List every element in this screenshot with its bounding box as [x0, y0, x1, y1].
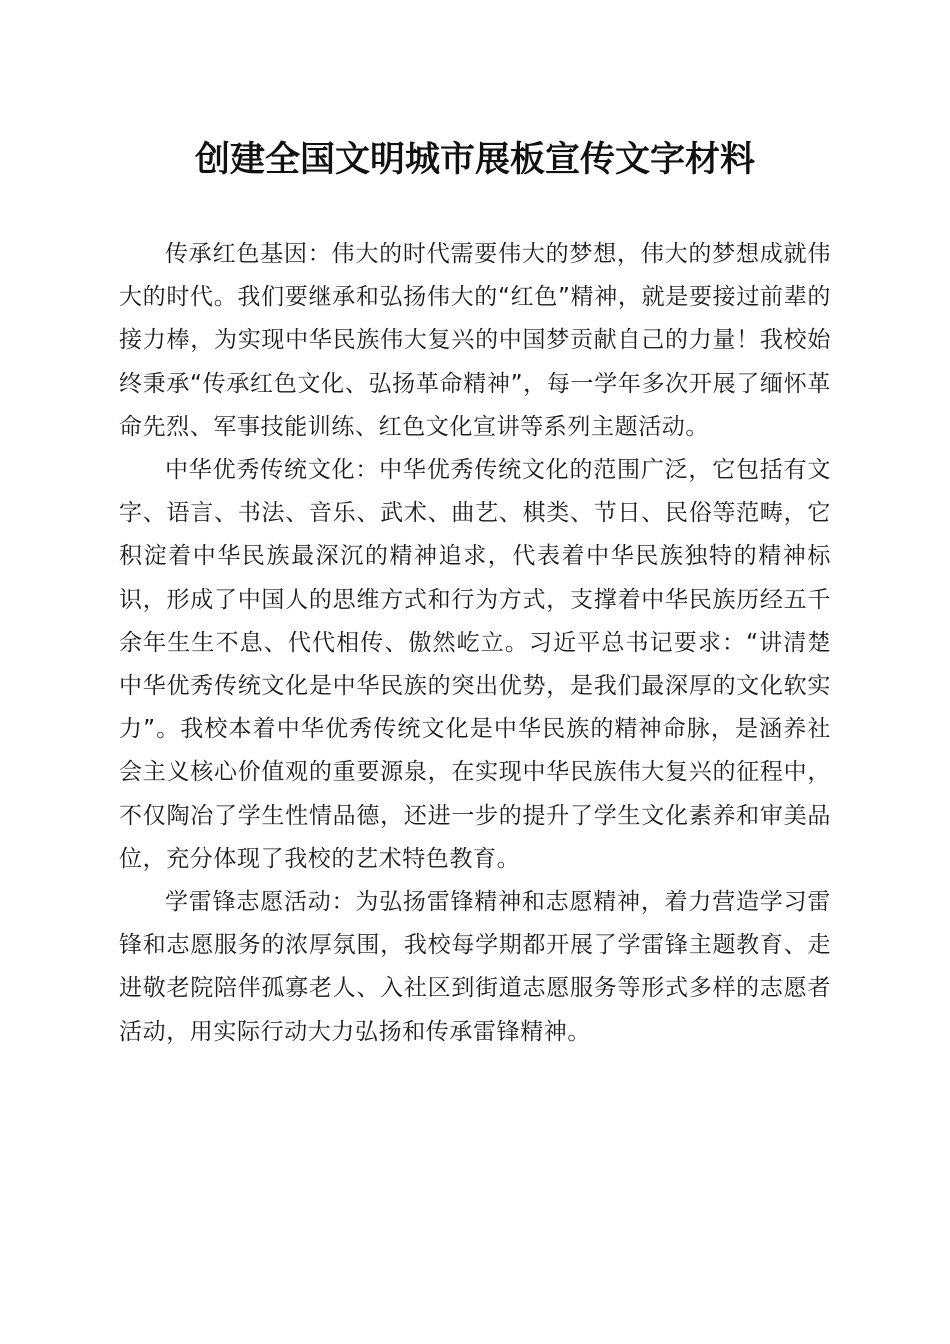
- paragraph-lei-feng-volunteer: 学雷锋志愿活动：为弘扬雷锋精神和志愿精神，着力营造学习雷锋和志愿服务的浓厚氛围，我校每学期都开展了学雷锋主题教育、走进敬老院陪伴孤寡老人、入社区到街道志愿服务等形式多样的志愿者活动，用实际行动大力弘扬和传承雷锋精神。: [119, 889, 831, 1045]
- page-title: 创建全国文明城市展板宣传文字材料: [194, 139, 755, 180]
- document-body: [119, 233, 831, 1054]
- paragraph-red-gene: 传承红色基因：伟大的时代需要伟大的梦想，伟大的梦想成就伟大的时代。我们要继承和弘扬伟大的“红色”精神，就是要接过前辈的接力棒，为实现中华民族伟大复兴的中国梦贡献自己的力量！我校始终秉承“传承红色文化、弘扬革命精神”，每一学年多次开展了缅怀革命先烈、军事技能训练、红色文化宣讲等系列主题活动。: [119, 241, 831, 440]
- paragraph-traditional-culture: 中华优秀传统文化：中华优秀传统文化的范围广泛，它包括有文字、语言、书法、音乐、武术、曲艺、棋类、节日、民俗等范畴，它积淀着中华民族最深沉的精神追求，代表着中华民族独特的精神标识，形成了中国人的思维方式和行为方式，支撑着中华民族历经五千余年生生不息、代代相传、傲然屹立。习近平总书记要求：“讲清楚中华优秀传统文化是中华民族的突出优势，是我们最深厚的文化软实力”。我校本着中华优秀传统文化是中华民族的精神命脉，是涵养社会主义核心价值观的重要源泉，在实现中华民族伟大复兴的征程中，不仅陶冶了学生性情品德，还进一步的提升了学生文化素养和审美品位，充分体现了我校的艺术特色教育。: [119, 457, 831, 872]
